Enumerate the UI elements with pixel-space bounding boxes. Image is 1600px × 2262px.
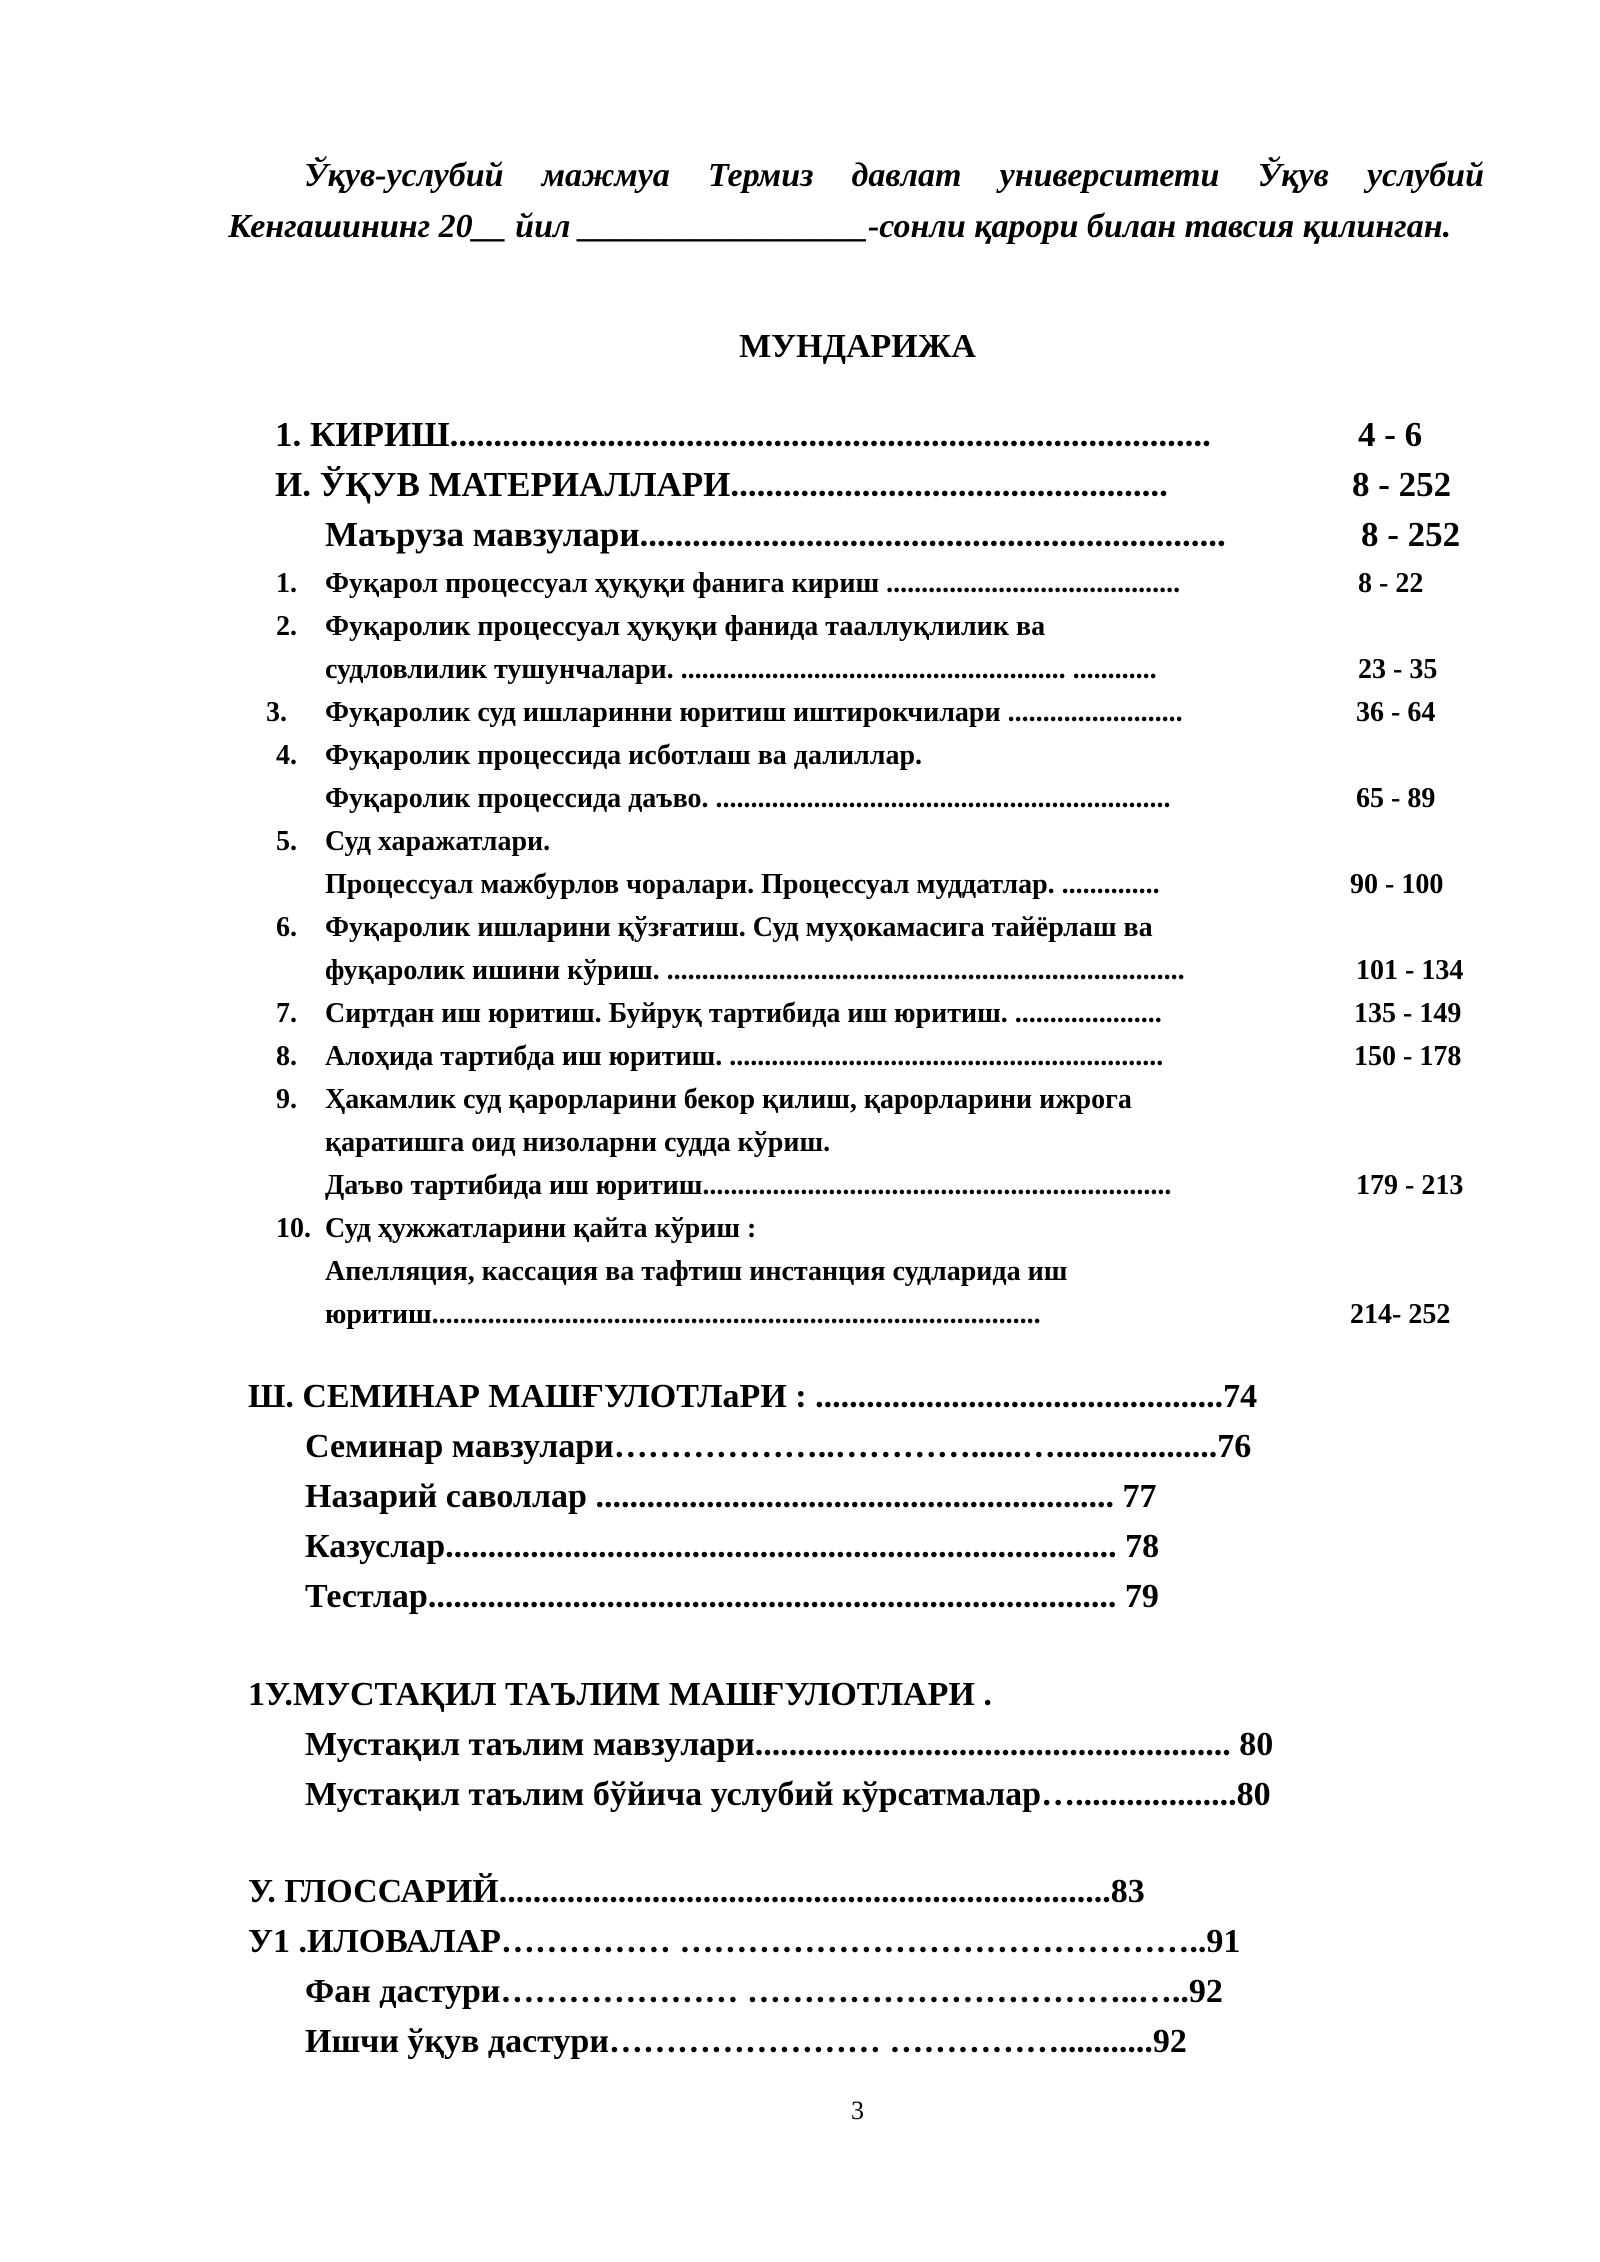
toc-item-pages: 8 - 22 <box>1358 568 1424 599</box>
toc-entry-tests[interactable]: Тестлар................................................................................. 79 <box>305 1578 1159 1615</box>
toc-entry-independent-study[interactable]: 1У.МУСТАҚИЛ ТАЪЛИМ МАШҒУЛОТЛАРИ . <box>248 1676 992 1713</box>
toc-entry-lectures[interactable] <box>325 515 1226 555</box>
toc-item-text[interactable]: Процессуал мажбурлов чоралари. Процессуал муддатлар. .............. <box>325 869 1160 900</box>
toc-item-text[interactable]: Фуқаролик суд ишларинни юритиш иштирокчилари ......................... <box>325 697 1183 728</box>
toc-entry-pages: 8 - 252 <box>1352 465 1452 504</box>
toc-item-text[interactable]: Алоҳида тартибда иш юритиш. .............................................................. <box>325 1041 1164 1072</box>
page-number: 3 <box>851 2096 864 2125</box>
toc-entry-text: Маъруза мавзулари................................................................... <box>325 515 1226 554</box>
intro-line-3: қилинган. <box>1302 208 1452 245</box>
toc-entry-seminars[interactable]: Ш. СЕМИНАР МАШҒУЛОТЛаРИ : ................................................74 <box>248 1378 1258 1415</box>
toc-item-text[interactable]: Апелляция, кассация ва тафтиш инстанция судларида иш <box>325 1256 1068 1287</box>
toc-entry-course-program[interactable]: Фан дастури………………… ……………………………..…..92 <box>305 1973 1223 2010</box>
intro-line-1: Ўқув-услубий мажмуа Термиз давлат университети Ўқув услубий <box>304 157 1484 194</box>
toc-item-number: 1. <box>276 568 297 599</box>
toc-item-pages: 214- 252 <box>1350 1299 1451 1330</box>
toc-item-number: 2. <box>276 611 297 642</box>
toc-entry-independent-topics[interactable]: Мустақил таълим мавзулари........................................................ 80 <box>305 1726 1274 1763</box>
toc-entry-glossary[interactable]: У. ГЛОССАРИЙ........................................................................83 <box>248 1873 1145 1910</box>
toc-item-number: 6. <box>276 912 297 943</box>
toc-item-number: 5. <box>276 826 297 857</box>
toc-item-number: 10. <box>276 1213 311 1244</box>
intro-paragraph <box>228 150 1484 252</box>
toc-item-number: 4. <box>276 740 297 771</box>
toc-item-text[interactable]: Фуқаролик ишларини қўзғатиш. Суд муҳокамасига тайёрлаш ва <box>325 912 1153 943</box>
toc-entry-materials[interactable] <box>275 465 1168 505</box>
toc-item-text[interactable]: қаратишга оид низоларни судда кўриш. <box>325 1127 831 1158</box>
toc-item-text[interactable]: Суд ҳужжатларини қайта кўриш : <box>325 1213 757 1244</box>
toc-item-pages: 101 - 134 <box>1356 955 1464 986</box>
toc-title: МУНДАРИЖА <box>739 328 976 365</box>
toc-item-text[interactable]: Фуқаролик процессуал ҳуқуқи фанида тааллуқлилик ва <box>325 611 1046 642</box>
toc-entry-text: 1. КИРИШ....................................................................................... <box>275 415 1211 454</box>
toc-item-text[interactable]: Фуқаролик процессида исботлаш ва далиллар. <box>325 740 923 771</box>
toc-item-text[interactable]: Сиртдан иш юритиш. Буйруқ тартибида иш юритиш. ..................... <box>325 998 1162 1029</box>
toc-item-number: 8. <box>276 1041 297 1072</box>
toc-entry-text: И. ЎҚУВ МАТЕРИАЛЛАРИ.................................................. <box>275 465 1168 504</box>
toc-entry-pages: 8 - 252 <box>1361 515 1461 554</box>
toc-item-text[interactable]: Суд харажатлари. <box>325 826 551 857</box>
toc-item-text[interactable]: Даъво тартибида иш юритиш................................................................... <box>325 1170 1172 1201</box>
toc-item-pages: 36 - 64 <box>1356 697 1436 728</box>
toc-entry-theory-questions[interactable]: Назарий саволлар ............................................................. 77 <box>305 1478 1157 1515</box>
toc-item-pages: 90 - 100 <box>1350 869 1444 900</box>
toc-item-pages: 150 - 178 <box>1354 1041 1462 1072</box>
toc-item-text[interactable]: Фуқаролик процессида даъво. ................................................................. <box>325 783 1171 814</box>
toc-item-text[interactable]: Ҳакамлик суд қарорларини бекор қилиш, қарорларини ижрога <box>325 1084 1132 1115</box>
intro-line-2: Кенгашининг 20__ йил _________________-сонли қарори билан тавсия <box>228 208 1295 245</box>
toc-entry-appendices[interactable]: У1 .ИЛОВАЛАР…………… ………………………………………..91 <box>248 1923 1241 1960</box>
toc-entry-pages: 4 - 6 <box>1358 415 1423 454</box>
toc-entry-working-program[interactable]: Ишчи ўқув дастури…………………… ……………...........92 <box>305 2023 1187 2060</box>
toc-item-pages: 179 - 213 <box>1356 1170 1464 1201</box>
toc-item-text[interactable]: фуқаролик ишини кўриш. .......................................................................... <box>325 955 1185 986</box>
toc-entry-cases[interactable]: Казуслар............................................................................... 78 <box>305 1528 1160 1565</box>
toc-item-number: 3. <box>266 697 287 728</box>
toc-entry-independent-guidelines[interactable]: Мустақил таълим бўйича услубий кўрсатмалар…...................80 <box>305 1776 1271 1813</box>
toc-entry-seminar-topics[interactable]: Семинар мавзулари………………..…………......…...................76 <box>305 1428 1252 1465</box>
toc-item-text[interactable]: Фуқарол процессуал ҳуқуқи фанига кириш .......................................... <box>325 568 1181 599</box>
toc-entry-intro[interactable] <box>275 415 1211 455</box>
toc-item-text[interactable]: судловлилик тушунчалари. ....................................................... ............ <box>325 654 1157 685</box>
toc-item-pages: 135 - 149 <box>1354 998 1462 1029</box>
toc-item-pages: 65 - 89 <box>1356 783 1436 814</box>
toc-item-number: 7. <box>276 998 297 1029</box>
toc-item-number: 9. <box>276 1084 297 1115</box>
toc-item-pages: 23 - 35 <box>1358 654 1438 685</box>
toc-item-text[interactable]: юритиш....................................................................................... <box>325 1299 1041 1330</box>
